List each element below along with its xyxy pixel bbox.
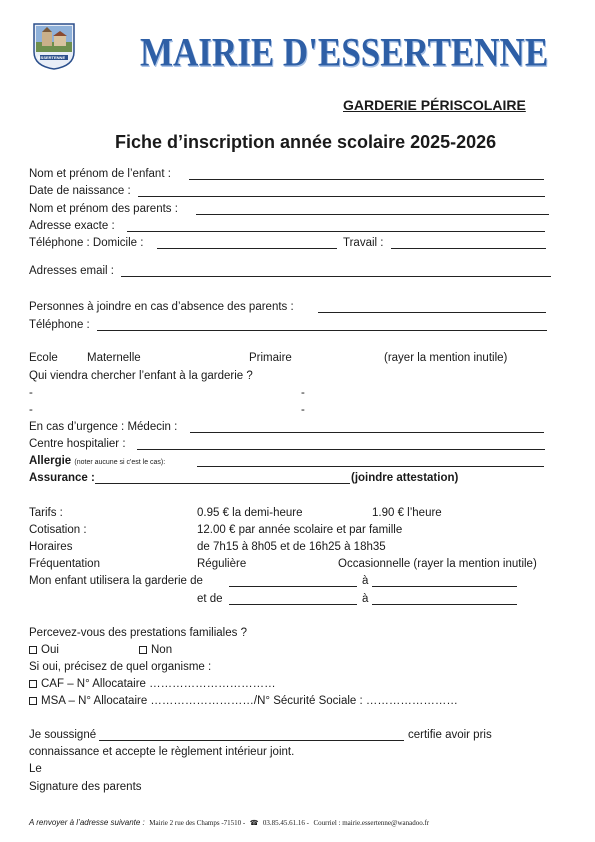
phone-work-field[interactable] [391,248,546,249]
usage-to-2-label: à [362,593,369,605]
contact-absence-label: Personnes à joindre en cas d’absence des parents : [29,301,294,313]
parents-name-label: Nom et prénom des parents : [29,203,178,215]
usage-etde-label: et de [197,593,223,605]
msa-label: MSA – N° Allocataire ………………………/N° Sécurité Sociale : …………………… [41,695,458,707]
tarif-hour: 1.90 € l’heure [372,507,442,519]
non-label: Non [151,644,173,656]
allergy-row [29,454,165,470]
pickup-dash-2b: - [301,404,305,416]
je-soussigne-label: Je soussigné [29,729,97,741]
page-title: MAIRIE D'ESSERTENNE [140,30,549,75]
footer-email: Courriel : mairie.essertenne@wanadoo.fr [313,819,430,827]
usage-to-1-label: à [362,575,369,587]
non-checkbox[interactable] [139,643,172,657]
phone-home-label: Téléphone : Domicile : [29,237,144,249]
usage-to-1-field[interactable] [372,586,517,587]
birth-date-label: Date de naissance : [29,185,131,197]
footer [29,812,429,830]
insurance-label: Assurance : [29,472,95,484]
option-maternelle[interactable]: Maternelle [87,352,141,364]
pickup-dash-2a: - [29,404,33,416]
caf-label: CAF – N° Allocataire …………………………… [41,678,276,690]
usage-to-2-field[interactable] [372,604,517,605]
school-note: (rayer la mention inutile) [384,352,508,364]
logo-caption: ESSERTENNE [38,55,66,60]
benefits-question: Percevez-vous des prestations familiales ? [29,627,247,639]
frequentation-label: Fréquentation [29,558,100,570]
pickup-dash-1b: - [301,387,305,399]
address-label: Adresse exacte : [29,220,115,232]
child-name-label: Nom et prénom de l’enfant : [29,168,171,180]
signature-label: Signature des parents [29,781,142,793]
hospital-label: Centre hospitalier : [29,438,126,450]
je-soussigne-field[interactable] [99,740,404,741]
horaires-value: de 7h15 à 8h05 et de 16h25 à 18h35 [197,541,386,553]
contact-phone-label: Téléphone : [29,319,90,331]
parents-name-field[interactable] [196,214,549,215]
address-field[interactable] [127,231,545,232]
horaires-label: Horaires [29,541,73,553]
tarif-half-hour: 0.95 € la demi-heure [197,507,303,519]
usage-from-1-field[interactable] [229,586,357,587]
allergy-note: (noter aucune si c'est le cas): [74,459,166,466]
contact-absence-field[interactable] [318,312,546,313]
school-label: Ecole [29,352,58,364]
caf-checkbox[interactable] [29,677,276,691]
village-crest-logo [32,22,76,70]
option-primaire[interactable]: Primaire [249,352,292,364]
oui-checkbox[interactable] [29,643,59,657]
checkbox-icon [139,646,147,654]
doctor-label: En cas d’urgence : Médecin : [29,421,178,433]
allergy-label: Allergie [29,455,72,467]
msa-checkbox[interactable] [29,694,458,708]
phone-work-label: Travail : [343,237,384,249]
insurance-note: (joindre attestation) [351,472,459,484]
phone-icon: ☎ [249,819,259,827]
child-name-field[interactable] [189,179,544,180]
service-subtitle: GARDERIE PÉRISCOLAIRE [343,97,526,113]
footer-phone: 03.85.45.61.16 - [262,819,309,827]
insurance-field[interactable] [95,483,350,484]
phone-home-field[interactable] [157,248,337,249]
option-reguliere[interactable]: Régulière [197,558,247,570]
date-label: Le [29,763,42,775]
checkbox-icon [29,680,37,688]
usage-label: Mon enfant utilisera la garderie de [29,575,203,587]
organisme-question: Si oui, précisez de quel organisme : [29,661,212,673]
footer-address: Mairie 2 rue des Champs -71510 - [149,819,246,827]
oui-label: Oui [41,644,59,656]
email-field[interactable] [121,276,551,277]
doctor-field[interactable] [190,432,544,433]
cotisation-label: Cotisation : [29,524,87,536]
checkbox-icon [29,697,37,705]
form-title: Fiche d’inscription année scolaire 2025-2026 [115,132,497,152]
footer-send-label: A renvoyer à l’adresse suivante : [29,818,145,827]
checkbox-icon [29,646,37,654]
pickup-question: Qui viendra chercher l’enfant à la garderie ? [29,370,253,382]
contact-phone-field[interactable] [97,330,547,331]
hospital-field[interactable] [137,449,545,450]
option-occasionnelle[interactable]: Occasionnelle (rayer la mention inutile) [338,558,537,570]
usage-from-2-field[interactable] [229,604,357,605]
connaissance-text: connaissance et accepte le règlement intérieur joint. [29,746,295,758]
pickup-dash-1a: - [29,387,33,399]
certifie-label: certifie avoir pris [408,729,492,741]
cotisation-value: 12.00 € par année scolaire et par famille [197,524,403,536]
tarifs-label: Tarifs : [29,507,63,519]
allergy-field[interactable] [197,466,544,467]
email-label: Adresses email : [29,265,115,277]
birth-date-field[interactable] [138,196,545,197]
